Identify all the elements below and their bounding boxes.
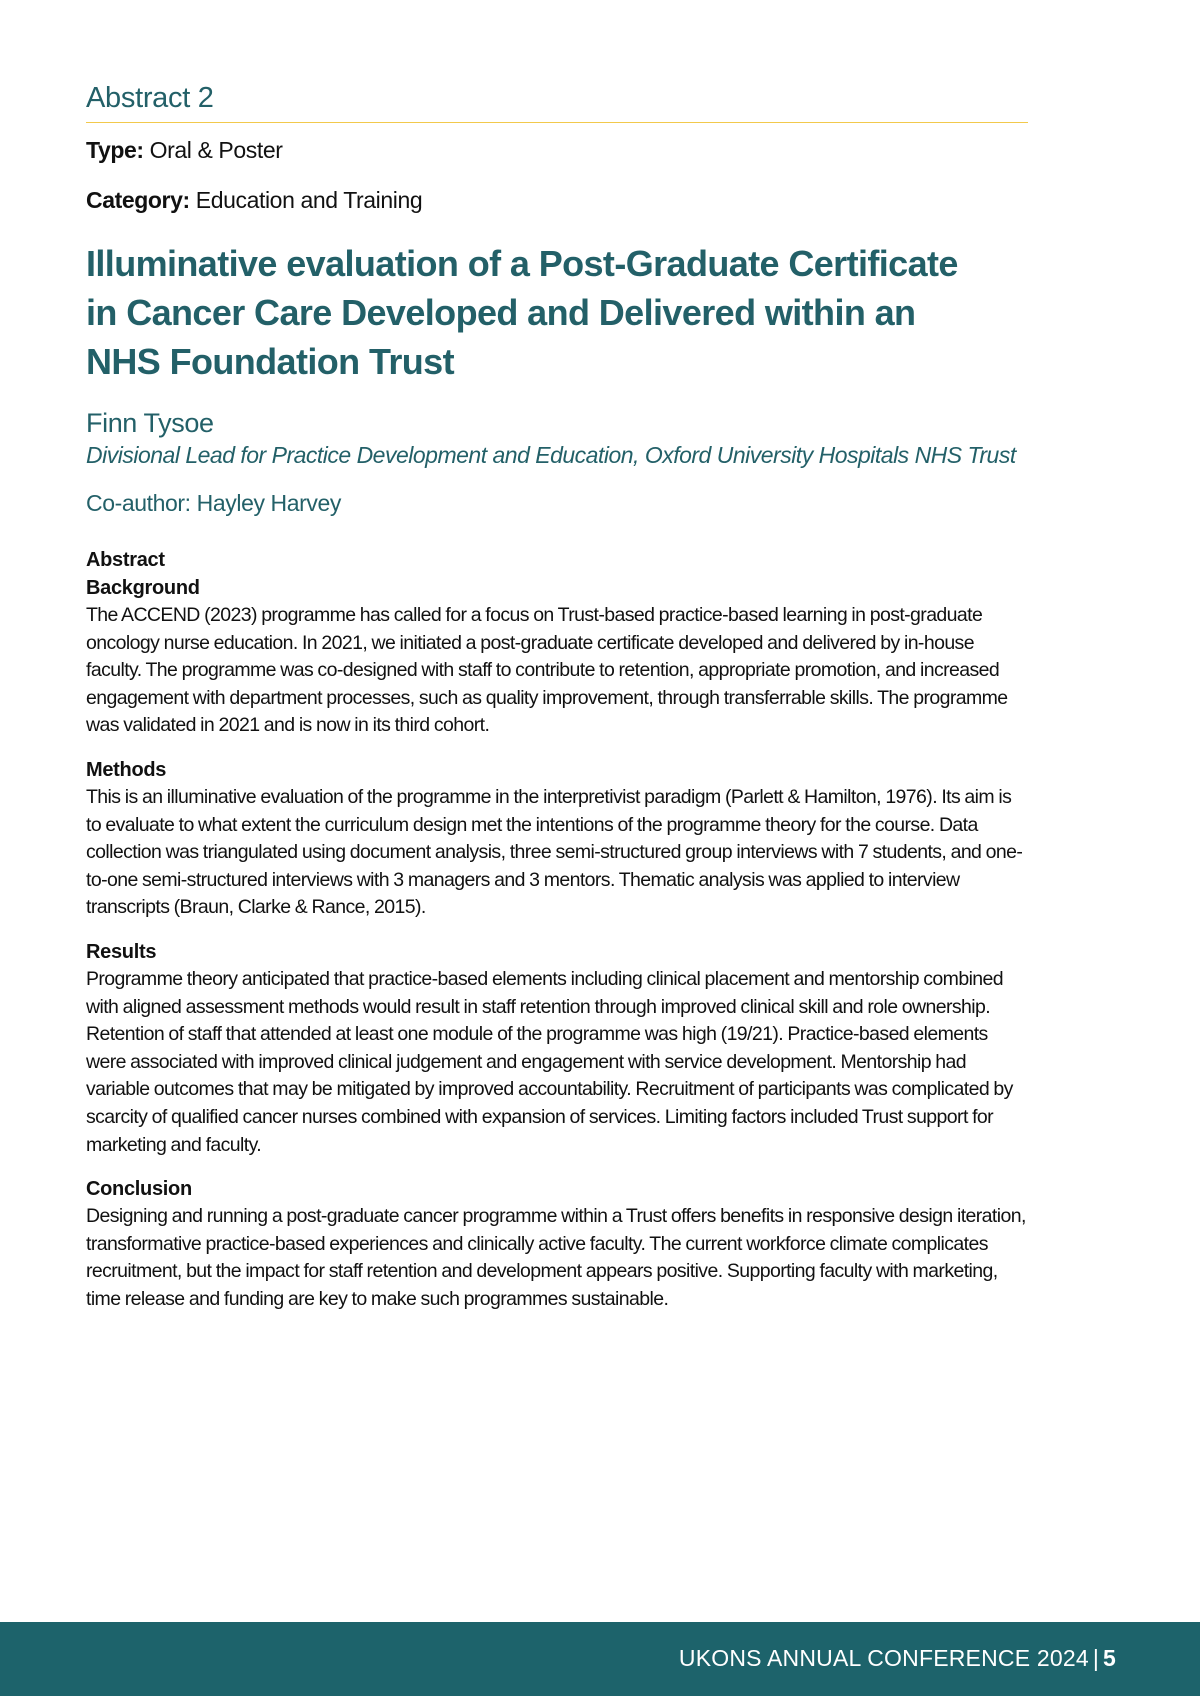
category-value: Education and Training: [189, 187, 423, 213]
section-heading-results: Results: [86, 940, 157, 963]
type-value: Oral & Poster: [143, 137, 283, 163]
author-affiliation: Divisional Lead for Practice Development and Education, Oxford University Hospitals NHS Trust: [86, 442, 1016, 468]
footer-text: [679, 1642, 1116, 1674]
coauthor: Co-author: Hayley Harvey: [86, 490, 342, 516]
type-line: [86, 135, 1028, 165]
footer-bar: [0, 1622, 1200, 1696]
author-name: Finn Tysoe: [86, 408, 214, 438]
section-text-conclusion: Designing and running a post-graduate cancer programme within a Trust offers benefits in responsive design iteration, transformative practice-based experiences and clinically active faculty. The current workforce climate complicates recruitment, but the impact for staff retention and development appears positive. Supporting faculty with marketing, time release and funding are key to make such programmes sustainable.: [86, 1205, 1026, 1310]
abstract-number-heading: Abstract 2: [86, 78, 1028, 123]
category-label: Category:: [86, 187, 190, 213]
abstract-heading: Abstract: [86, 549, 165, 571]
type-label: Type:: [86, 137, 144, 163]
section-heading-conclusion: Conclusion: [86, 1178, 192, 1201]
abstract-page: [86, 78, 1028, 1313]
section-text-results: Programme theory anticipated that practice-based elements including clinical placement and mentorship combined with aligned assessment methods would result in staff retention through improved clinical skill and role ownership. Retention of staff that attended at least one module of the programme was high (19/21). Practice-based elements were associated with improved clinical judgement and engagement with service development. Mentorship had variable outcomes that may be mitigated by improved accountability. Recruitment of participants was complicated by scarcity of qualified cancer nurses combined with expansion of services. Limiting factors included Trust support for marketing and faculty.: [86, 967, 1013, 1156]
conference-name: UKONS ANNUAL CONFERENCE 2024: [678, 1645, 1089, 1671]
section-heading-background: Background: [86, 577, 200, 599]
section-text-methods: This is an illuminative evaluation of the programme in the interpretivist paradigm (Parlett & Hamilton, 1976). Its aim is to evaluate to what extent the curriculum design met the intentions of the programme theory for the course. Data collection was triangulated using document analysis, three semi-structured group interviews with 7 students, and one-to-one semi-structured interviews with 3 managers and 3 mentors. Thematic analysis was applied to interview transcripts (Braun, Clarke & Rance, 2015).: [86, 785, 1023, 919]
page-number: 5: [1103, 1645, 1116, 1671]
footer-separator: |: [1092, 1645, 1099, 1671]
section-text-background: The ACCEND (2023) programme has called for a focus on Trust-based practice-based learning in post-graduate oncology nurse education. In 2021, we initiated a post-graduate certificate developed and delivered by in-house faculty. The programme was co-designed with staff to contribute to retention, appropriate promotion, and increased engagement with department processes, such as quality improvement, through transferrable skills. The programme was validated in 2021 and is now in its third cohort.: [86, 604, 1008, 737]
paper-title: Illuminative evaluation of a Post-Graduate Certificate in Cancer Care Developed and Delivered within an NHS Foundation Trust: [86, 243, 958, 382]
category-line: [86, 185, 1028, 215]
section-heading-methods: Methods: [86, 758, 167, 781]
